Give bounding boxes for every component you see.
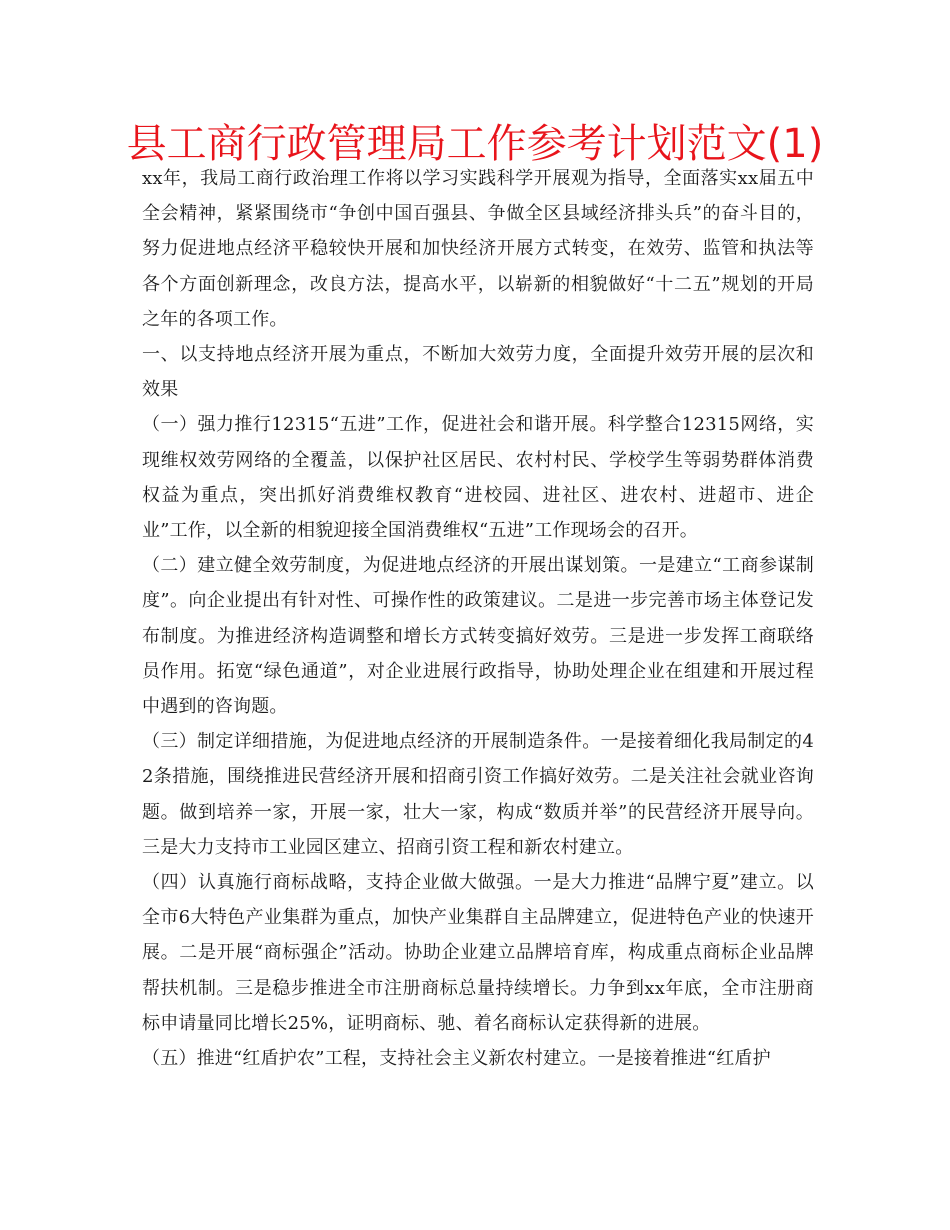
body-paragraph: （三）制定详细措施，为促进地点经济的开展制造条件。一是接着细化我局制定的42条措施，围绕推进民营经济开展和招商引资工作搞好效劳。二是关注社会就业咨询题。做到培养一家，开展一家，壮大一家，构成“数质并举”的民营经济开展导向。三是大力支持市工业园区建立、招商引资工程和新农村建立。 [142,731,814,858]
body-paragraph: （二）建立健全效劳制度，为促进地点经济的开展出谋划策。一是建立“工商参谋制度”。向企业提出有针对性、可操作性的政策建议。二是进一步完善市场主体登记发布制度。为推进经济构造调整和增长方式转变搞好效劳。三是进一步发挥工商联络员作用。拓宽“绿色通道”，对企业进展行政指导，协助处理企业在组建和开展过程中遇到的咨询题。 [142,555,814,718]
section-heading: 一、以支持地点经济开展为重点，不断加大效劳力度，全面提升效劳开展的层次和效果 [142,344,814,401]
document-title: 县工商行政管理局工作参考计划范文(1) [126,121,824,167]
body-paragraph: xx年，我局工商行政治理工作将以学习实践科学开展观为指导，全面落实xx届五中全会精神，紧紧围绕市“争创中国百强县、争做全区县域经济排头兵”的奋斗目的，努力促进地点经济平稳较快开展和加快经济开展方式转变，在效劳、监管和执法等各个方面创新理念，改良方法，提高水平，以崭新的相貌做好“十二五”规划的开局之年的各项工作。 [142,168,814,330]
body-paragraph: （五）推进“红盾护农”工程，支持社会主义新农村建立。一是接着推进“红盾护 [142,1048,771,1070]
body-paragraph: （四）认真施行商标战略，支持企业做大做强。一是大力推进“品牌宁夏”建立。以全市6大特色产业集群为重点，加快产业集群自主品牌建立，促进特色产业的快速开展。二是开展“商标强企”活动。协助企业建立品牌培育库，构成重点商标企业品牌帮扶机制。三是稳步推进全市注册商标总量持续增长。力争到xx年底，全市注册商标申请量同比增长25%，证明商标、驰、着名商标认定获得新的进展。 [142,872,814,1034]
body-paragraph: （一）强力推行12315“五进”工作，促进社会和谐开展。科学整合12315网络，实现维权效劳网络的全覆盖，以保护社区居民、农村村民、学校学生等弱势群体消费权益为重点，突出抓好消费维权教育“进校园、进社区、进农村、进超市、进企业”工作，以全新的相貌迎接全国消费维权“五进”工作现场会的召开。 [142,414,814,542]
document-body [142,161,814,1076]
